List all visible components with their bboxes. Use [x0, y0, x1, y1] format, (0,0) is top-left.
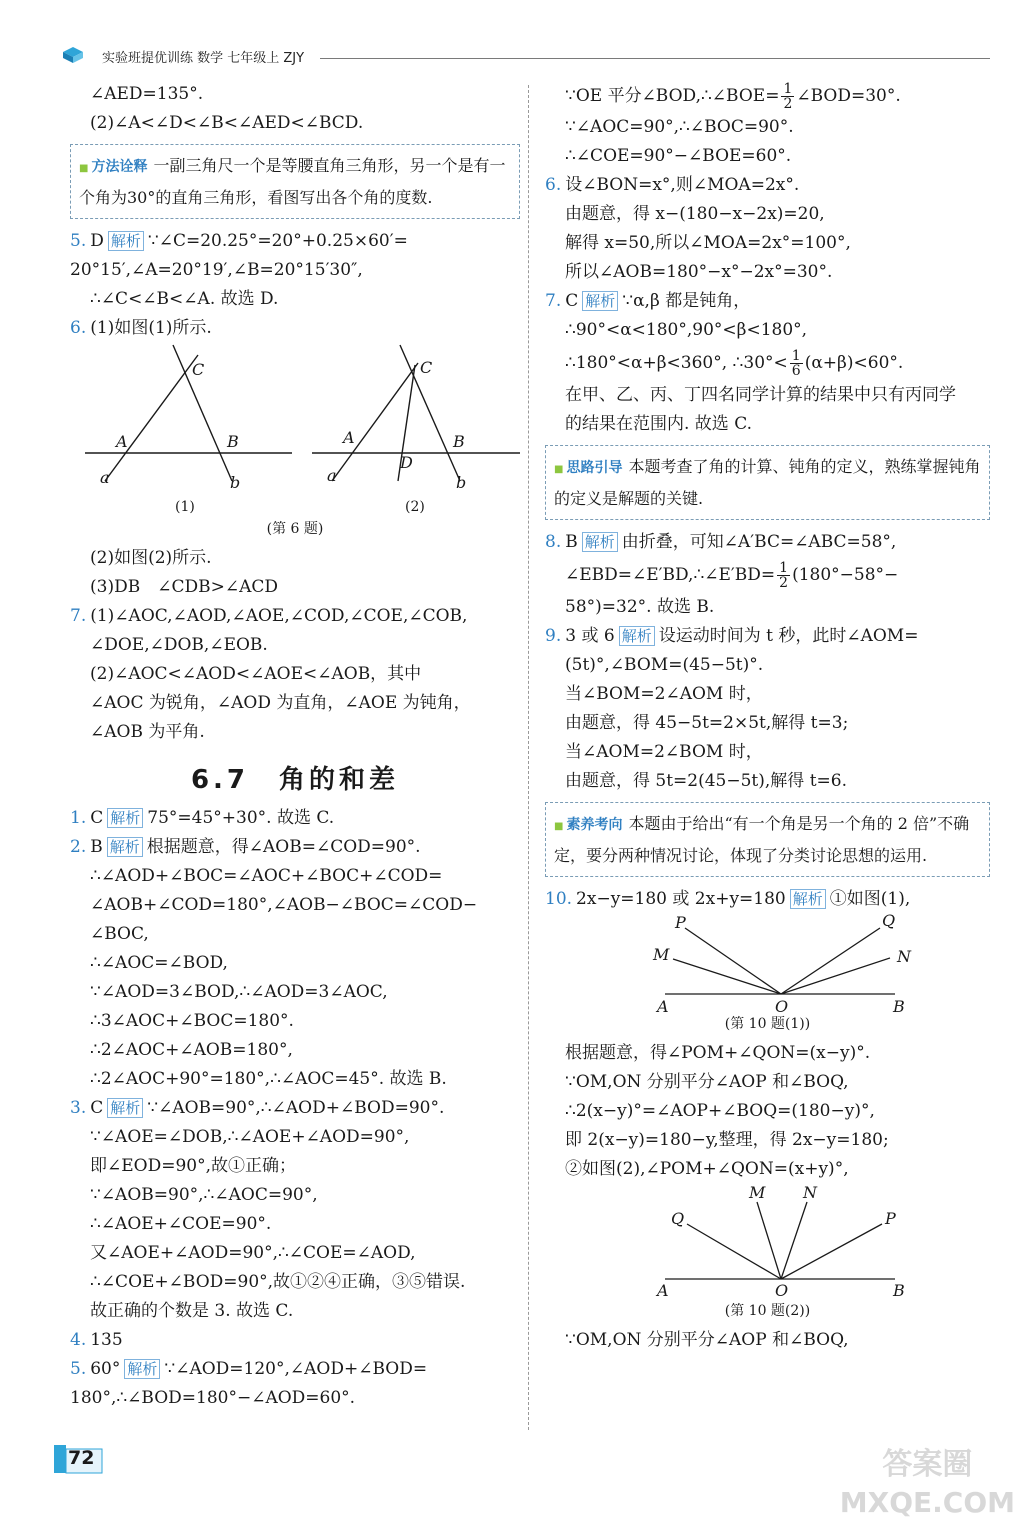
label-B: B	[227, 432, 239, 451]
answer-line	[545, 287, 990, 316]
label-b: b	[230, 473, 241, 492]
watermark-line: MXQE.COM	[839, 1486, 1015, 1519]
figure-10-1-diagram	[545, 914, 990, 1019]
box-heading: ■ 方法诠释	[79, 159, 147, 175]
answer-line	[70, 1355, 520, 1384]
label-M: M	[653, 945, 670, 964]
analysis-tag: 解析	[582, 291, 618, 311]
answer-line	[70, 314, 520, 343]
fraction-denominator: 2	[779, 575, 789, 591]
label-P: P	[675, 914, 686, 932]
analysis-tag: 解析	[619, 626, 655, 646]
answer-line	[545, 171, 990, 200]
answer-value: 60°	[90, 1359, 121, 1379]
box-text: 一副三角尺一个是等腰直角三角形，另一个是有一个角为30°的直角三角形，看图写出各个角的度数.	[79, 156, 506, 207]
figure-10-1	[545, 914, 990, 1019]
answer-line	[545, 528, 990, 557]
answer-choice: C	[90, 808, 104, 828]
text-line: ∠AOC 为锐角，∠AOD 为直角，∠AOE 为钝角，	[90, 693, 471, 713]
watermark-line: 答案圈	[882, 1447, 973, 1482]
question-number: 4.	[70, 1330, 87, 1350]
text-line: ∴∠AOE+∠COE=90°.	[90, 1214, 272, 1234]
analysis-tag: 解析	[107, 1098, 143, 1118]
page-number-text: 72	[68, 1447, 95, 1469]
analysis-tag: 解析	[790, 889, 826, 909]
text-line: ∠AOB+∠COD=180°,∠AOB−∠BOC=∠COD−	[90, 895, 478, 915]
question-number: 5.	[70, 1359, 87, 1379]
text-line	[545, 345, 990, 381]
label-a: a	[100, 468, 110, 487]
text-line: ∵∠AOD=3∠BOD,∴∠AOD=3∠AOC,	[90, 982, 388, 1002]
text-line: ∵OM,ON 分别平分∠AOP 和∠BOQ,	[565, 1072, 849, 1092]
header-rule	[320, 58, 990, 59]
answer-value: 3 或 6	[565, 626, 615, 646]
question-number: 3.	[70, 1098, 87, 1118]
text-line: ∵OM,ON 分别平分∠AOP 和∠BOQ,	[565, 1330, 849, 1350]
text-line: 180°,∴∠BOD=180°−∠AOD=60°.	[70, 1388, 356, 1408]
question-number: 7.	[545, 291, 562, 311]
answer-line	[545, 622, 990, 651]
text-line: ∠AOB 为平角.	[90, 722, 205, 742]
text-line: ∴∠AOC=∠BOD,	[90, 953, 228, 973]
figure-caption: (第 10 题(2))	[724, 1303, 811, 1319]
answer-choice: C	[90, 1098, 104, 1118]
box-text: 本题考查了角的计算、钝角的定义，熟练掌握钝角的定义是解题的关键.	[554, 457, 981, 508]
figure-sub-caption: (1)	[175, 499, 195, 515]
answer-line	[545, 885, 990, 914]
label-B: B	[893, 1281, 905, 1300]
text-line	[545, 557, 990, 593]
text-line: 所以∠AOB=180°−x°−2x°=30°.	[565, 262, 833, 282]
section-title: 6.7 角的和差	[190, 765, 400, 795]
analysis-tag: 解析	[582, 532, 618, 552]
fraction	[790, 349, 803, 378]
text-span: ∠EBD=∠E′BD,∴∠E′BD=	[565, 565, 776, 585]
label-N: N	[897, 947, 911, 966]
figure-6-diagram	[70, 343, 520, 518]
label-A: A	[343, 428, 355, 447]
text-line: (2)∠A<∠D<∠B<∠AED<∠BCD.	[90, 113, 364, 133]
right-column	[545, 80, 990, 1355]
text-line: ∴3∠AOC+∠BOC=180°.	[90, 1011, 294, 1031]
label-N: N	[803, 1184, 817, 1202]
fraction-numerator: 1	[783, 81, 793, 97]
text-line: 即∠EOD=90°,故①正确；	[90, 1156, 297, 1176]
text-span: 由折叠，可知∠A′BC=∠ABC=58°,	[621, 532, 897, 552]
text-line: 由题意，得 45−5t=2×5t,解得 t=3;	[565, 713, 849, 733]
text-span: (1)∠AOC,∠AOD,∠AOE,∠COD,∠COE,∠COB,	[90, 606, 468, 626]
text-line: ∠AED=135°.	[90, 84, 204, 104]
question-number: 6.	[545, 175, 562, 195]
label-a: a	[327, 466, 337, 485]
text-line: ∴∠COE+∠BOD=90°,故①②④正确，③⑤错误.	[90, 1272, 466, 1292]
text-span: ∵α,β 都是钝角，	[622, 291, 751, 311]
fraction	[781, 82, 794, 111]
fraction-denominator: 6	[791, 363, 801, 379]
text-line: 即 2(x−y)=180−y,整理，得 2x−y=180;	[565, 1130, 889, 1150]
text-line: ②如图(2),∠POM+∠QON=(x+y)°,	[565, 1159, 849, 1179]
text-line: ∴2∠AOC+90°=180°,∴∠AOC=45°. 故选 B.	[90, 1069, 447, 1089]
analysis-tag: 解析	[107, 837, 143, 857]
answer-line	[70, 1094, 520, 1123]
answer-line	[70, 602, 520, 631]
text-line: ∠DOE,∠DOB,∠EOB.	[90, 635, 268, 655]
book-title: 实验班提优训练 数学 七年级上 ZJY	[102, 51, 305, 66]
text-line: 故正确的个数是 3. 故选 C.	[90, 1301, 294, 1321]
text-line: ∴2∠AOC+∠AOB=180°,	[90, 1040, 293, 1060]
text-line: ∠BOC,	[90, 924, 149, 944]
question-number: 5.	[70, 231, 87, 251]
box-heading: ■ 素养考向	[554, 817, 622, 833]
question-number: 7.	[70, 606, 87, 626]
page-header	[62, 42, 992, 72]
fraction-numerator: 1	[779, 560, 789, 576]
label-Q: Q	[882, 914, 896, 930]
method-note-box	[70, 144, 520, 219]
text-line: (5t)°,∠BOM=(45−5t)°.	[565, 655, 764, 675]
text-span: 设∠BON=x°,则∠MOA=2x°.	[565, 175, 800, 195]
label-C: C	[420, 358, 433, 377]
text-line: ∵∠AOE=∠DOB,∴∠AOE+∠AOD=90°,	[90, 1127, 410, 1147]
literacy-note-box	[545, 802, 990, 877]
label-A: A	[657, 1281, 669, 1300]
answer-line	[70, 804, 520, 833]
label-B: B	[893, 997, 905, 1016]
answer-value: 135	[90, 1330, 123, 1350]
label-O: O	[775, 997, 789, 1016]
text-span: ①如图(1),	[829, 889, 911, 909]
text-line: ∴∠COE=90°−∠BOE=60°.	[565, 146, 792, 166]
text-span: (180°−58°−	[792, 565, 899, 585]
text-span: 设运动时间为 t 秒，此时∠AOM=	[658, 626, 919, 646]
text-line: (2)∠AOC<∠AOD<∠AOE<∠AOB，其中	[90, 664, 422, 684]
watermark	[840, 1446, 1015, 1522]
answer-line	[70, 833, 520, 862]
text-span: (1)如图(1)所示.	[90, 318, 212, 338]
analysis-tag: 解析	[107, 808, 143, 828]
text-line: 由题意，得 x−(180−x−2x)=20,	[565, 204, 825, 224]
question-number: 1.	[70, 808, 87, 828]
text-line: ∴∠C<∠B<∠A. 故选 D.	[90, 289, 279, 309]
answer-line	[70, 227, 520, 256]
figure-caption: (第 10 题(1))	[724, 1016, 811, 1032]
figure-10-2	[545, 1184, 990, 1304]
answer-line	[70, 1326, 520, 1355]
figure-caption: (第 6 题)	[266, 521, 324, 537]
page-number	[52, 1443, 104, 1477]
text-line: 又∠AOE+∠AOD=90°,∴∠COE=∠AOD,	[90, 1243, 416, 1263]
text-line: 由题意，得 5t=2(45−5t),解得 t=6.	[565, 771, 848, 791]
answer-choice: B	[565, 532, 578, 552]
label-P: P	[885, 1209, 896, 1228]
book-logo-icon	[62, 46, 84, 64]
text-line: 解得 x=50,所以∠MOA=2x°=100°,	[565, 233, 851, 253]
thinking-guide-box	[545, 445, 990, 520]
text-line: 在甲、乙、丙、丁四名同学计算的结果中只有丙同学	[565, 385, 956, 405]
text-line: ∴90°<α<180°,90°<β<180°,	[565, 320, 808, 340]
text-span: 根据题意，得∠AOB=∠COD=90°.	[146, 837, 421, 857]
left-column	[70, 80, 520, 1413]
answer-choice: C	[565, 291, 579, 311]
question-number: 9.	[545, 626, 562, 646]
label-M: M	[749, 1184, 766, 1202]
text-line: 当∠BOM=2∠AOM 时，	[565, 684, 763, 704]
label-B: B	[453, 432, 465, 451]
text-line: ∵∠AOB=90°,∴∠AOC=90°,	[90, 1185, 318, 1205]
text-line: (2)如图(2)所示.	[90, 548, 212, 568]
label-A: A	[657, 997, 669, 1016]
figure-6	[70, 343, 520, 518]
label-C: C	[192, 360, 205, 379]
answer-choice: B	[90, 837, 103, 857]
column-divider	[528, 85, 529, 1430]
label-b: b	[456, 473, 467, 492]
label-O: O	[775, 1281, 789, 1300]
box-heading: ■ 思路引导	[554, 460, 622, 476]
text-line: (3)DB ∠CDB>∠ACD	[90, 577, 278, 597]
text-line	[545, 80, 990, 113]
text-span: ∵OE 平分∠BOD,∴∠BOE=	[565, 86, 780, 106]
question-number: 2.	[70, 837, 87, 857]
fraction-numerator: 1	[791, 348, 801, 364]
analysis-tag: 解析	[108, 231, 144, 251]
question-number: 6.	[70, 318, 87, 338]
answer-value: 2x−y=180 或 2x+y=180	[576, 889, 786, 909]
text-line: 的结果在范围内. 故选 C.	[565, 414, 753, 434]
answer-choice: D	[90, 231, 104, 251]
label-D: D	[400, 453, 413, 472]
text-span: ∵∠C=20.25°=20°+0.25×60′=	[147, 231, 408, 251]
text-span: ∵∠AOD=120°,∠AOD+∠BOD=	[164, 1359, 428, 1379]
text-span: (α+β)<60°.	[804, 353, 904, 373]
analysis-tag: 解析	[124, 1359, 160, 1379]
text-line: ∵∠AOC=90°,∴∠BOC=90°.	[565, 117, 794, 137]
question-number: 10.	[545, 889, 573, 909]
text-span: 75°=45°+30°. 故选 C.	[147, 808, 335, 828]
text-line: ∴∠AOD+∠BOC=∠AOC+∠BOC+∠COD=	[90, 866, 443, 886]
text-line: 58°)=32°. 故选 B.	[565, 597, 715, 617]
text-span: ∴180°<α+β<360°, ∴30°<	[565, 353, 788, 373]
fraction-denominator: 2	[783, 96, 793, 112]
text-line: 20°15′,∠A=20°19′,∠B=20°15′30″,	[70, 260, 363, 280]
label-A: A	[116, 432, 128, 451]
fraction	[777, 561, 790, 590]
figure-sub-caption: (2)	[405, 499, 425, 515]
text-span: ∠BOD=30°.	[796, 86, 901, 106]
text-line: 根据题意，得∠POM+∠QON=(x−y)°.	[565, 1043, 871, 1063]
question-number: 8.	[545, 532, 562, 552]
text-line: ∴2(x−y)°=∠AOP+∠BOQ=(180−y)°,	[565, 1101, 875, 1121]
text-span: ∵∠AOB=90°,∴∠AOD+∠BOD=90°.	[147, 1098, 445, 1118]
label-Q: Q	[671, 1209, 685, 1228]
text-line: 当∠AOM=2∠BOM 时，	[565, 742, 763, 762]
figure-10-2-diagram	[545, 1184, 990, 1304]
box-text: 本题由于给出“有一个角是另一个角的 2 倍”不确定，要分两种情况讨论，体现了分类讨论思想的运用.	[554, 814, 970, 865]
